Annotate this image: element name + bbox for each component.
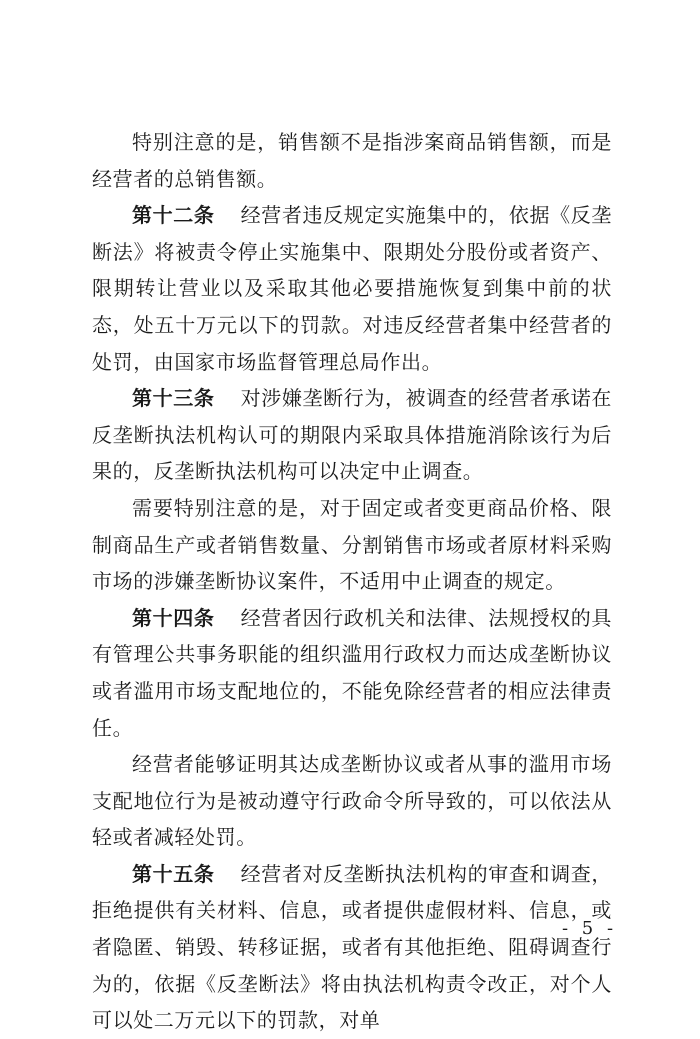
document-body	[92, 124, 612, 1039]
article-15	[92, 856, 612, 1039]
paragraph-text: 经营者违反规定实施集中的，依据《反垄断法》将被责令停止实施集中、限期处分股份或者资产、限期转让营业以及采取其他必要措施恢复到集中前的状态，处五十万元以下的罚款。对违反经营者集中经营者的处罚，由国家市场监督管理总局作出。	[92, 203, 612, 374]
article-heading: 第十五条	[132, 861, 215, 886]
article-13	[92, 380, 612, 490]
article-heading: 第十三条	[132, 386, 215, 411]
paragraph-text: 对涉嫌垄断行为，被调查的经营者承诺在反垄断执法机构认可的期限内采取具体措施消除该行为后果的，反垄断执法机构可以决定中止调查。	[92, 386, 612, 484]
article-12	[92, 197, 612, 380]
article-heading: 第十四条	[132, 605, 215, 630]
paragraph-text: 经营者因行政机关和法律、法规授权的具有管理公共事务职能的组织滥用行政权力而达成垄断协议或者滥用市场支配地位的，不能免除经营者的相应法律责任。	[92, 605, 612, 740]
paragraph-4	[92, 490, 612, 600]
paragraph-text: 需要特别注意的是，对于固定或者变更商品价格、限制商品生产或者销售数量、分割销售市场或者原材料采购市场的涉嫌垄断协议案件，不适用中止调查的规定。	[92, 495, 612, 594]
article-heading: 第十二条	[132, 203, 215, 228]
paragraph-text: 特别注意的是，销售额不是指涉案商品销售额，而是经营者的总销售额。	[92, 130, 612, 191]
paragraph-text: 经营者对反垄断执法机构的审查和调查，拒绝提供有关材料、信息，或者提供虚假材料、信息，或者隐匿、销毁、转移证据，或者有其他拒绝、阻碍调查行为的，依据《反垄断法》将由执法机构责令改正，对个人可以处二万元以下的罚款，对单	[92, 861, 612, 1033]
paragraph-text: 经营者能够证明其达成垄断协议或者从事的滥用市场支配地位行为是被动遵守行政命令所导致的，可以依法从轻或者减轻处罚。	[92, 752, 612, 850]
page-number: - 5 -	[562, 918, 618, 939]
paragraph-6	[92, 746, 612, 856]
paragraph-1	[92, 124, 612, 197]
article-14	[92, 600, 612, 746]
